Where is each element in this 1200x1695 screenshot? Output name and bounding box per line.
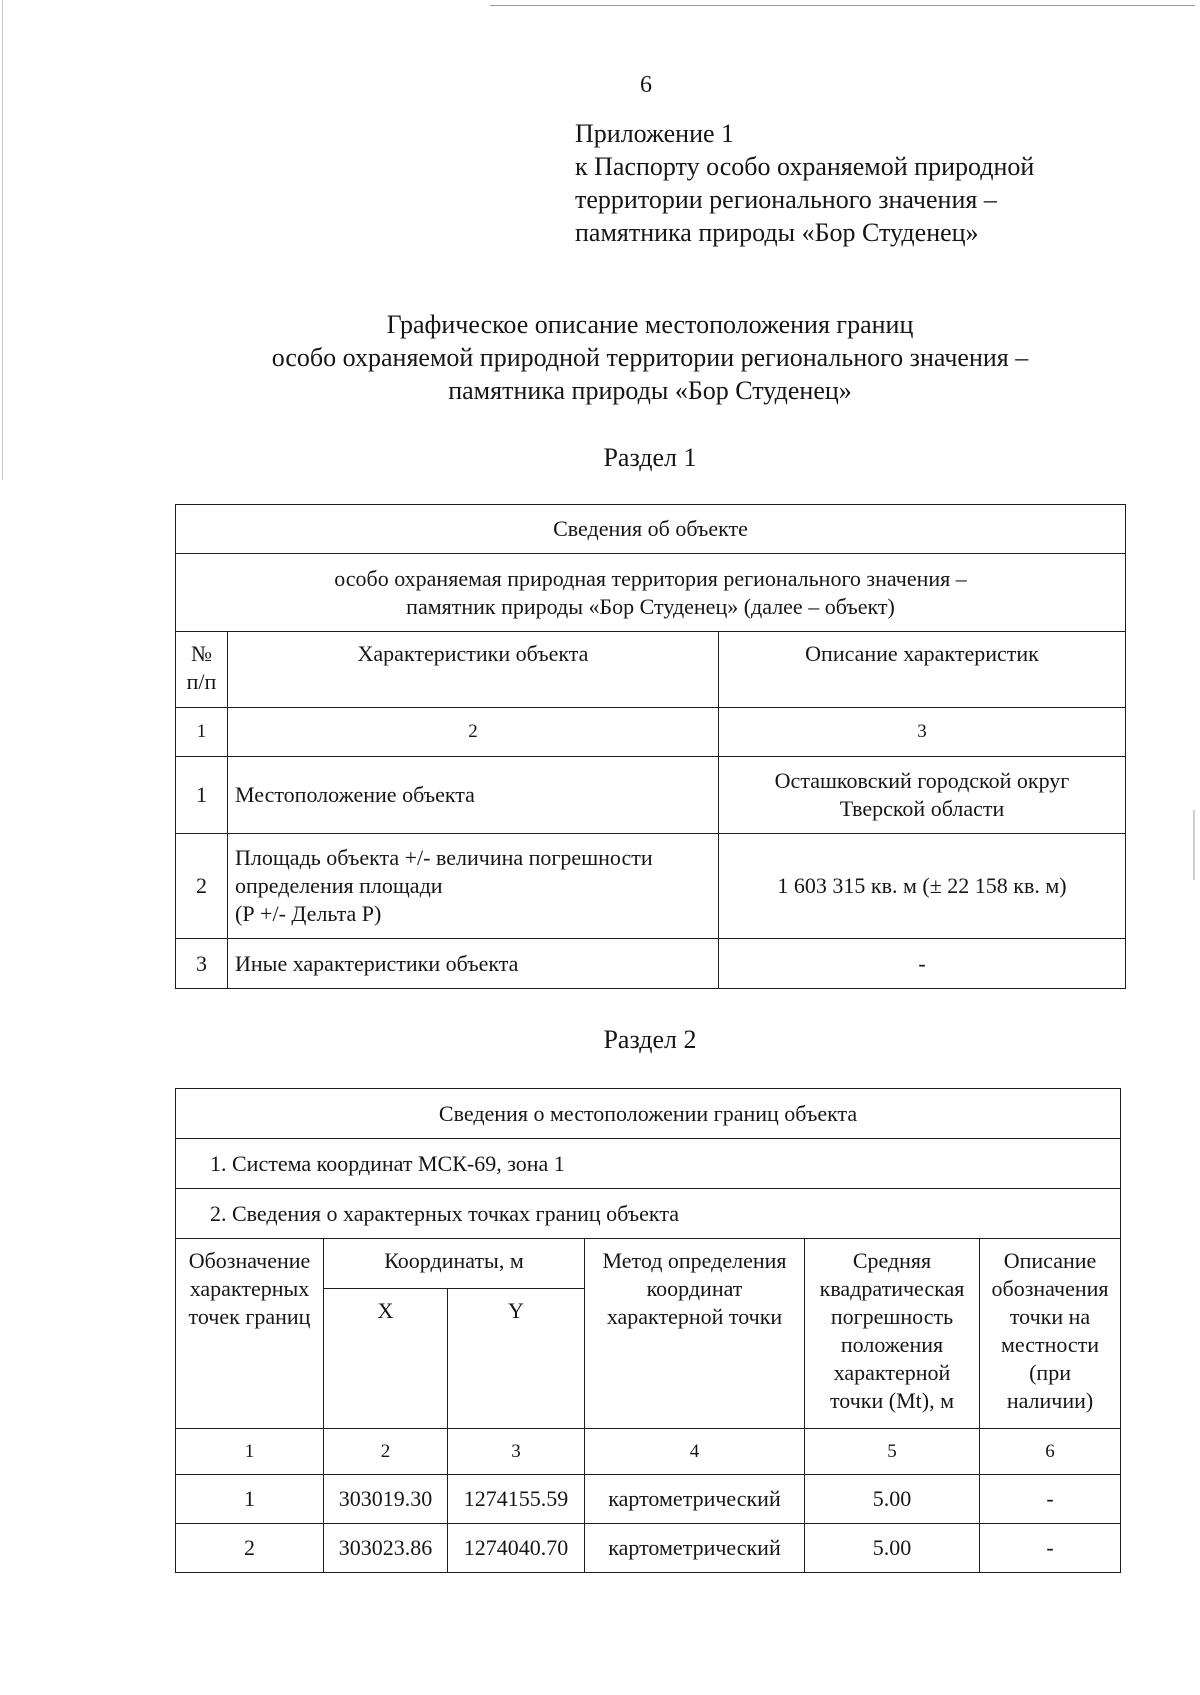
row-number: 3 (176, 939, 228, 989)
title-line: памятника природы «Бор Студенец» (448, 376, 852, 405)
point-method: картометрический (585, 1475, 805, 1524)
header-num-line: № (191, 641, 212, 666)
header-line: Метод определения (602, 1248, 787, 1273)
points-caption: 2. Сведения о характерных точках границ объекта (176, 1189, 1121, 1239)
index-cell: 5 (805, 1429, 980, 1475)
header-line: Описание (1003, 1248, 1097, 1273)
index-cell: 1 (176, 708, 228, 757)
point-method: картометрический (585, 1524, 805, 1573)
header-line: характерных (189, 1276, 310, 1301)
object-info-table (175, 504, 1126, 989)
name-line: определения площади (235, 873, 443, 898)
object-name-line: особо охраняемая природная территория регионального значения – (334, 565, 967, 591)
scan-artifact-edge (2, 0, 3, 480)
annex-line: территории регионального значения – (575, 185, 997, 214)
title-line: Графическое описание местоположения границ (386, 310, 914, 339)
header-line: характерной (833, 1360, 951, 1385)
header-line: координат (646, 1276, 743, 1301)
row-number: 1 (176, 757, 228, 834)
point-id: 1 (176, 1475, 324, 1524)
header-line: точки (Mt), м (829, 1388, 955, 1413)
title-line: особо охраняемой природной территории регионального значения – (271, 343, 1029, 372)
point-error: 5.00 (805, 1524, 980, 1573)
scan-artifact-edge (1193, 810, 1195, 880)
table-caption: Сведения об объекте (176, 505, 1126, 554)
point-description: - (980, 1475, 1121, 1524)
point-y: 1274155.59 (448, 1475, 585, 1524)
header-point-description (980, 1239, 1121, 1429)
table-row (176, 939, 1126, 989)
header-line: обозначения (991, 1276, 1109, 1301)
name-line: (Р +/- Дельта Р) (235, 901, 382, 926)
header-num (176, 632, 228, 708)
characteristic-name: Местоположение объекта (228, 757, 719, 834)
characteristic-value: - (719, 939, 1126, 989)
point-error: 5.00 (805, 1475, 980, 1524)
table-row (176, 834, 1126, 939)
header-line: положения (840, 1332, 944, 1357)
section-2-heading: Раздел 2 (603, 1025, 697, 1054)
header-line: наличии) (1006, 1388, 1094, 1413)
characteristic-value (719, 757, 1126, 834)
index-cell: 6 (980, 1429, 1121, 1475)
value-line: Тверской области (839, 796, 1005, 821)
annex-line: к Паспорту особо охраняемой природной (575, 152, 1035, 181)
point-id: 2 (176, 1524, 324, 1573)
row-number: 2 (176, 834, 228, 939)
section-1-heading: Раздел 1 (603, 443, 697, 472)
characteristic-name: Иные характеристики объекта (228, 939, 719, 989)
index-cell: 4 (585, 1429, 805, 1475)
header-line: погрешность (830, 1304, 954, 1329)
table-row (176, 1524, 1121, 1573)
characteristic-name (228, 834, 719, 939)
annex-heading (575, 117, 1034, 249)
annex-line: памятника природы «Бор Студенец» (575, 218, 979, 247)
index-cell: 3 (719, 708, 1126, 757)
scan-artifact-line (490, 5, 1195, 6)
name-line: Площадь объекта +/- величина погрешности (235, 845, 653, 870)
table-caption: Сведения о местоположении границ объекта (176, 1089, 1121, 1139)
header-line: местности (1000, 1332, 1100, 1357)
header-line: (при (1029, 1360, 1071, 1385)
header-line: Средняя (852, 1248, 932, 1273)
document-title (180, 308, 1120, 407)
object-name-line: памятник природы «Бор Студенец» (далее – объект) (406, 593, 895, 619)
point-description: - (980, 1524, 1121, 1573)
header-line: точек границ (188, 1304, 311, 1329)
annex-line: Приложение 1 (575, 119, 735, 148)
header-num-line: п/п (186, 669, 217, 694)
header-characteristic: Характеристики объекта (228, 632, 719, 708)
point-y: 1274040.70 (448, 1524, 585, 1573)
table-row (176, 757, 1126, 834)
header-error (805, 1239, 980, 1429)
index-cell: 1 (176, 1429, 324, 1475)
point-x: 303023.86 (324, 1524, 448, 1573)
coordinate-system: 1. Система координат МСК-69, зона 1 (176, 1139, 1121, 1189)
header-y: Y (448, 1289, 585, 1429)
boundary-points-table (175, 1088, 1121, 1573)
header-line: Обозначение (188, 1248, 311, 1273)
header-coordinates: Координаты, м (324, 1239, 585, 1289)
header-designation (176, 1239, 324, 1429)
header-method (585, 1239, 805, 1429)
characteristic-value: 1 603 315 кв. м (± 22 158 кв. м) (719, 834, 1126, 939)
header-x: X (324, 1289, 448, 1429)
header-line: точки на (1009, 1304, 1091, 1329)
value-line: Осташковский городской округ (774, 768, 1070, 793)
page-number: 6 (640, 72, 652, 98)
index-cell: 2 (228, 708, 719, 757)
point-x: 303019.30 (324, 1475, 448, 1524)
index-cell: 2 (324, 1429, 448, 1475)
header-description: Описание характеристик (719, 632, 1126, 708)
header-line: характерной точки (606, 1304, 783, 1329)
header-line: квадратическая (819, 1276, 965, 1301)
object-name-cell (176, 554, 1126, 632)
table-row (176, 1475, 1121, 1524)
index-cell: 3 (448, 1429, 585, 1475)
